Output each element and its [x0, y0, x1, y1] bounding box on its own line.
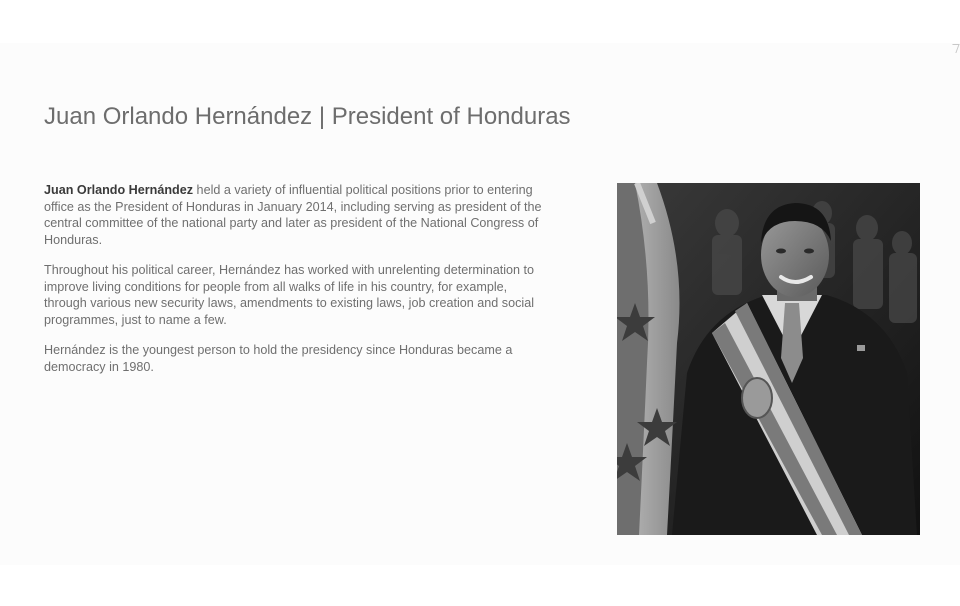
page-title: Juan Orlando Hernández | President of Honduras: [44, 103, 571, 130]
bio-text: [44, 182, 549, 389]
bio-paragraph-1: [44, 182, 549, 248]
bio-paragraph-1-text: held a variety of influential political positions prior to entering office as the President of Honduras in January 2014, including serving as president of the central committee of the national party and later as president of the National Congress of Honduras.: [44, 183, 542, 247]
bio-name: Juan Orlando Hernández: [44, 183, 194, 197]
sash-emblem: [742, 378, 772, 418]
bio-paragraph-3: Hernández is the youngest person to hold the presidency since Honduras became a democracy in 1980.: [44, 343, 513, 374]
portrait-illustration: [617, 183, 920, 535]
portrait-photo: [617, 183, 920, 535]
bio-paragraph-2: Throughout his political career, Hernández has worked with unrelenting determination to improve living conditions for people from all walks of life in his country, for example, through various new security laws, amendments to existing laws, job creation and social programmes, just to name a few.: [44, 263, 535, 327]
